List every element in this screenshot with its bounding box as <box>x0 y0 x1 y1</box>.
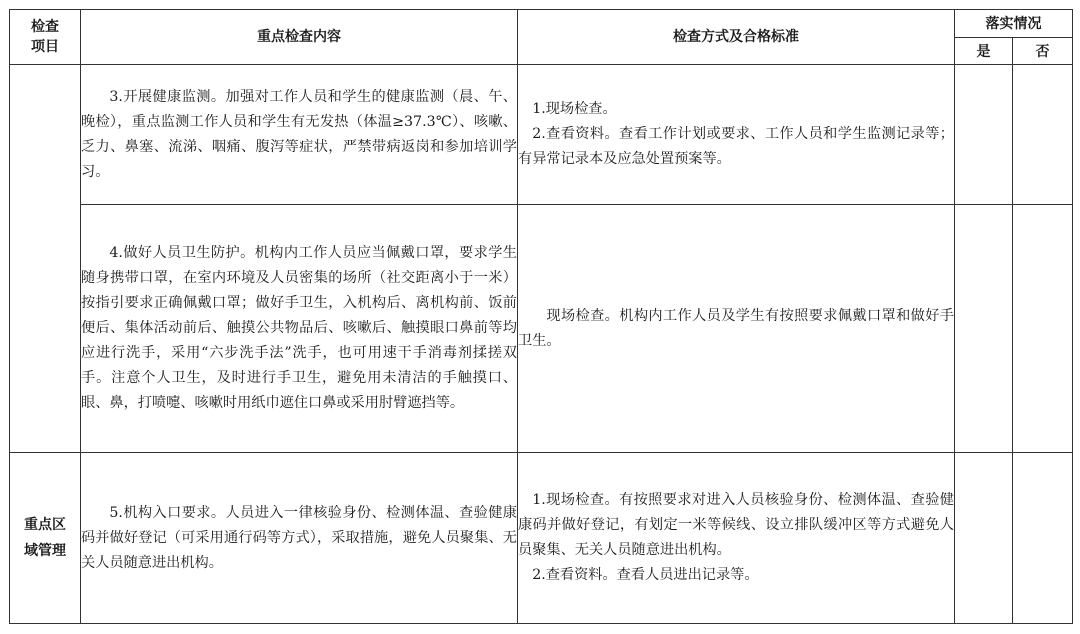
content-cell <box>81 205 518 453</box>
method-cell <box>518 453 955 624</box>
table-row <box>10 453 1073 624</box>
inspection-table <box>9 9 1073 624</box>
header-yes: 是 <box>955 38 1013 65</box>
method-text: 1.现场检查。有按照要求对进入人员核验身份、检测体温、查验健康码并做好登记，有划定一米等候线、设立排队缓冲区等方式避免人员聚集、无关人员随意进出机构。 <box>518 492 954 558</box>
category-cell-empty <box>10 65 81 453</box>
method-text: 2.查看资料。查看人员进出记录等。 <box>532 567 759 583</box>
checkbox-no-cell[interactable] <box>1013 453 1073 624</box>
content-text: 3.开展健康监测。加强对工作人员和学生的健康监测（晨、午、晚检），重点监测工作人员和学生有无发热（体温≥37.3℃）、咳嗽、乏力、鼻塞、流涕、咽痛、腹泻等症状，严禁带病返岗和参加培训学习。 <box>81 88 517 180</box>
method-text: 1.现场检查。 <box>532 101 617 117</box>
checkbox-no-cell[interactable] <box>1013 205 1073 453</box>
method-cell <box>518 65 955 205</box>
header-content: 重点检查内容 <box>81 10 518 65</box>
header-item <box>10 10 81 65</box>
checkbox-yes-cell[interactable] <box>955 205 1013 453</box>
method-cell <box>518 205 955 453</box>
category-cell <box>10 453 81 624</box>
checkbox-yes-cell[interactable] <box>955 65 1013 205</box>
content-text: 4.做好人员卫生防护。机构内工作人员应当佩戴口罩，要求学生随身携带口罩，在室内环境及人员密集的场所（社交距离小于一米）按指引要求正确佩戴口罩；做好手卫生，入机构后、离机构前、饭前便后、集体活动前后、触摸公共物品后、咳嗽后、触摸眼口鼻前等均应进行洗手，采用“六步洗手法”洗手，也可用速干手消毒剂揉搓双手。注意个人卫生，及时进行手卫生，避免用未清洁的手触摸口、眼、鼻，打喷嚏、咳嗽时用纸巾遮住口鼻或采用肘臂遮挡等。 <box>81 245 517 411</box>
content-cell <box>81 65 518 205</box>
table-row <box>10 205 1073 453</box>
checkbox-yes-cell[interactable] <box>955 453 1013 624</box>
header-row <box>10 10 1073 38</box>
checkbox-no-cell[interactable] <box>1013 65 1073 205</box>
category-line1: 重点区 <box>24 517 66 533</box>
method-text: 现场检查。机构内工作人员及学生有按照要求佩戴口罩和做好手卫生。 <box>518 307 954 349</box>
table-row <box>10 65 1073 205</box>
header-item-line1: 检查 <box>31 19 59 35</box>
content-cell <box>81 453 518 624</box>
category-line2: 域管理 <box>24 543 66 559</box>
header-method: 检查方式及合格标准 <box>518 10 955 65</box>
header-no: 否 <box>1013 38 1073 65</box>
content-text: 5.机构入口要求。人员进入一律核验身份、检测体温、查验健康码并做好登记（可采用通行码等方式），采取措施，避免人员聚集、无关人员随意进出机构。 <box>81 504 517 571</box>
header-item-line2: 项目 <box>31 39 59 55</box>
header-implementation: 落实情况 <box>955 10 1073 38</box>
method-text: 2.查看资料。查看工作计划或要求、工作人员和学生监测记录等；有异常记录本及应急处置预案等。 <box>518 126 954 167</box>
